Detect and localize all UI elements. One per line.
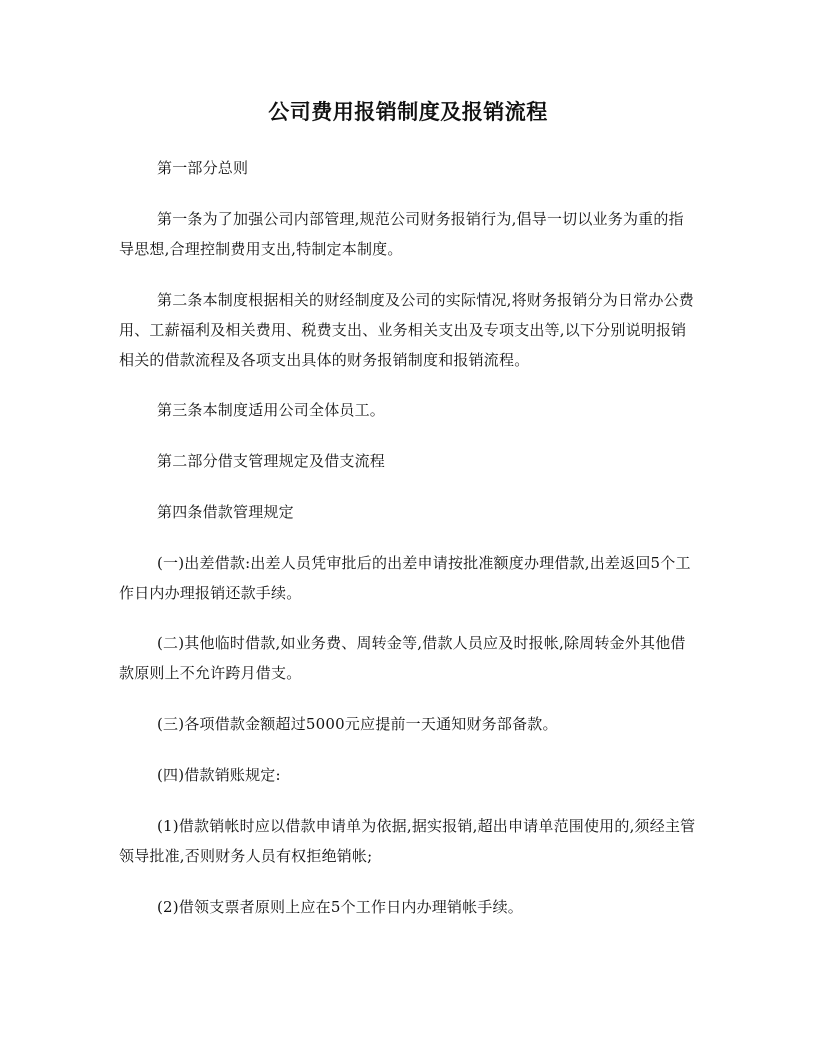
article-2: 第二条本制度根据相关的财经制度及公司的实际情况,将财务报销分为日常办公费用、工薪福利及相关费用、税费支出、业务相关支出及专项支出等,以下分别说明报销相关的借款流程及各项支出具体的财务报销制度和报销流程。 [119, 291, 694, 369]
sub-clause-1: (1)借款销帐时应以借款申请单为依据,据实报销,超出申请单范围使用的,须经主管领导批准,否则财务人员有权拒绝销帐; [119, 817, 696, 865]
article-1: 第一条为了加强公司内部管理,规范公司财务报销行为,倡导一切以业务为重的指导思想,合理控制费用支出,特制定本制度。 [119, 210, 684, 258]
article-4: 第四条借款管理规定 [157, 503, 294, 521]
clause-1-travel-loan: (一)出差借款:出差人员凭审批后的出差申请按批准额度办理借款,出差返回5个工作日内办理报销还款手续。 [119, 554, 691, 602]
clause-2-temporary-loan: (二)其他临时借款,如业务费、周转金等,借款人员应及时报帐,除周转金外其他借款原则上不允许跨月借支。 [119, 634, 686, 682]
clause-3-loan-amount: (三)各项借款金额超过5000元应提前一天通知财务部备款。 [157, 715, 558, 733]
article-3: 第三条本制度适用公司全体员工。 [157, 401, 386, 419]
section-heading-general: 第一部分总则 [157, 159, 249, 177]
document-title: 公司费用报销制度及报销流程 [268, 99, 548, 124]
clause-4-loan-writeoff: (四)借款销账规定: [157, 766, 281, 784]
sub-clause-2: (2)借领支票者原则上应在5个工作日内办理销帐手续。 [157, 898, 523, 916]
section-heading-borrowing: 第二部分借支管理规定及借支流程 [157, 452, 386, 470]
